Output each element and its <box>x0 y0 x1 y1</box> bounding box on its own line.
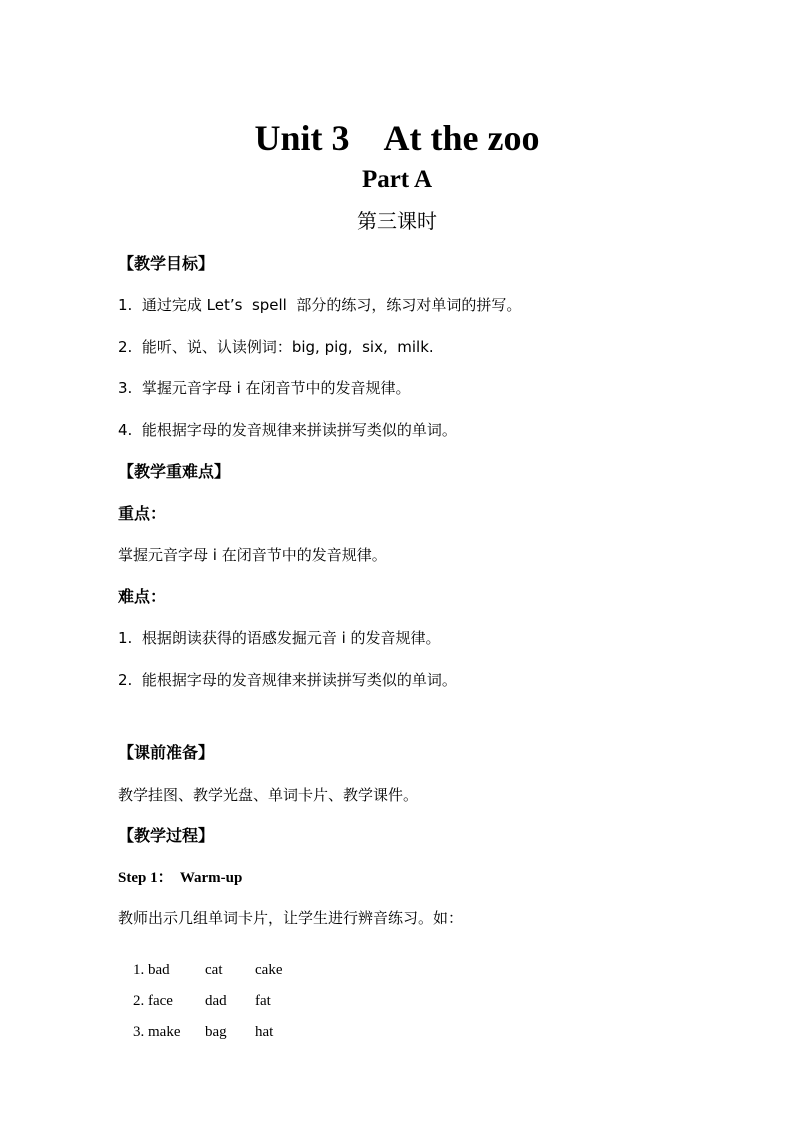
page-title: Unit 3 At the zoo <box>254 118 540 158</box>
focus-text: 掌握元音字母 i 在闭音节中的发音规律。 <box>118 546 387 564</box>
preparation-heading: 【课前准备】 <box>118 743 215 762</box>
objective-item: 1. 通过完成 Let’s spell 部分的练习，练习对单词的拼写。 <box>118 296 522 314</box>
step1-heading: Step 1： Warm-up <box>118 870 243 886</box>
page-subtitle: Part A <box>361 166 433 193</box>
difficulty-item: 2. 能根据字母的发音规律来拼读拼写类似的单词。 <box>118 671 457 689</box>
key-points-heading: 【教学重难点】 <box>118 462 231 481</box>
objective-item: 3. 掌握元音字母 i 在闭音节中的发音规律。 <box>118 379 411 397</box>
preparation-text: 教学挂图、教学光盘、单词卡片、教学课件。 <box>118 786 419 804</box>
objective-item: 4. 能根据字母的发音规律来拼读拼写类似的单词。 <box>118 421 457 439</box>
word-cell: bag <box>205 1024 227 1040</box>
word-cell: 1. bad <box>133 962 170 978</box>
focus-label: 重点： <box>118 504 167 523</box>
word-group-row <box>118 1010 273 1055</box>
word-cell: 2. face <box>133 993 173 1009</box>
difficulty-item: 1. 根据朗读获得的语感发掘元音 i 的发音规律。 <box>118 629 441 647</box>
word-cell: cake <box>255 962 283 978</box>
word-cell: cat <box>205 962 223 978</box>
word-cell: fat <box>255 993 271 1009</box>
objective-item: 2. 能听、说、认读例词：big, pig, six, milk. <box>118 338 434 356</box>
word-cell: dad <box>205 993 227 1009</box>
objectives-heading: 【教学目标】 <box>118 254 215 273</box>
step1-text: 教师出示几组单词卡片，让学生进行辨音练习。如： <box>118 909 464 927</box>
word-cell: 3. make <box>133 1024 181 1040</box>
difficulty-label: 难点： <box>118 587 167 606</box>
word-cell: hat <box>255 1024 274 1040</box>
process-heading: 【教学过程】 <box>118 826 215 845</box>
lesson-label: 第三课时 <box>357 209 437 233</box>
